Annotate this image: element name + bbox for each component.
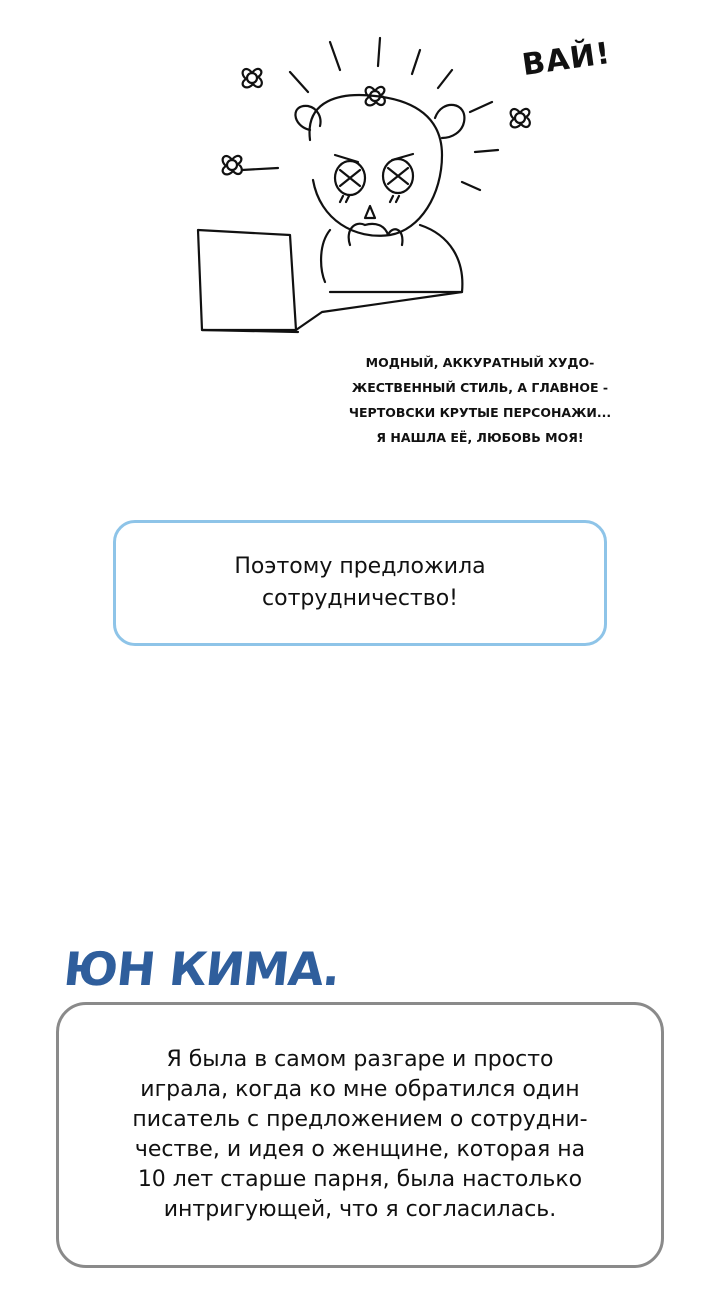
- author-message-text: Я была в самом разгаре и просто играла, когда ко мне обратился один писатель с предложением о сотрудни- честве, и идея о женщине, которая на 10 лет старше парня, была настолько интригующей, что я согласилась.: [132, 1047, 588, 1222]
- illustration-caption: МОДНЫЙ, АККУРАТНЫЙ ХУДО- ЖЕСТВЕННЫЙ СТИЛЬ, А ГЛАВНОЕ - ЧЕРТОВСКИ КРУТЫЕ ПЕРСОНАЖИ... Я НАШЛА ЕЁ, ЛЮБОВЬ МОЯ!: [348, 355, 612, 445]
- author-message-box: [56, 1002, 664, 1268]
- narration-text: Поэтому предложила сотрудничество!: [234, 554, 486, 611]
- author-name-label: ЮН КИМА.: [61, 942, 343, 996]
- narration-box: [113, 520, 607, 646]
- sound-effect-text: ВАЙ!: [519, 35, 613, 84]
